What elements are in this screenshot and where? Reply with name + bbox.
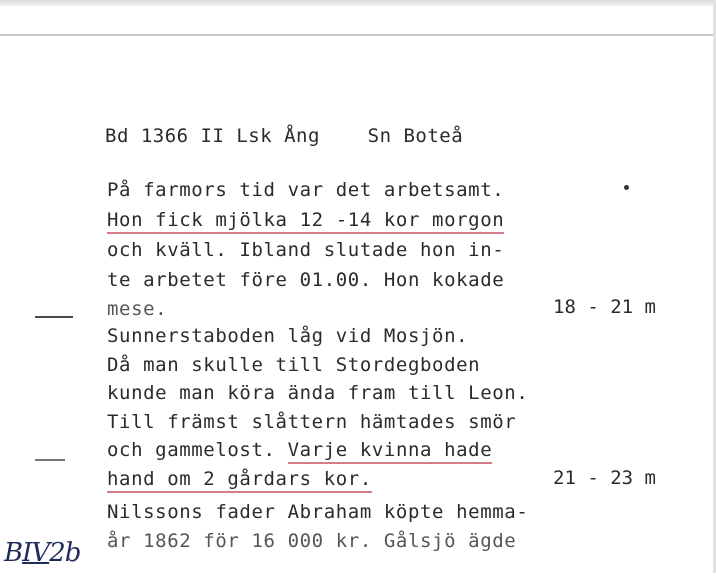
text-line <box>107 208 504 232</box>
text-line: Då man skulle till Stordegboden <box>107 354 481 376</box>
text-line: Sunnerstaboden låg vid Mosjön. <box>107 325 469 347</box>
text-line: år 1862 för 16 000 kr. Gålsjö ägde <box>107 530 517 552</box>
ink-dot <box>624 185 629 190</box>
text-line: kunde man köra ända fram till Leon. <box>107 382 529 404</box>
text-line: mese. <box>107 298 168 320</box>
cut-off-line <box>107 557 119 581</box>
margin-dash <box>35 316 73 318</box>
text-line: Nilssons fader Abraham köpte hemma- <box>107 501 529 523</box>
text-line: te arbetet före 01.00. Hon kokade <box>107 269 505 291</box>
underlined-text: Hon fick mjölka 12 -14 kor morgon <box>107 209 504 234</box>
margin-dash <box>35 459 65 461</box>
text-line: Till främst slåttern hämtades smör <box>107 411 517 433</box>
printed-rule <box>0 34 716 36</box>
underlined-text: Varje kvinna hade <box>288 439 493 464</box>
margin-reference: 21 - 23 m <box>553 467 656 489</box>
shelfmark-suffix: 2b <box>49 538 81 568</box>
line-text: och gammelost. <box>107 439 288 461</box>
shelfmark-roman: IV <box>22 538 50 568</box>
underlined-text: hand om 2 gårdars kor. <box>107 468 372 493</box>
handwritten-shelfmark <box>4 538 80 568</box>
text-line: På farmors tid var det arbetsamt. <box>107 179 505 201</box>
text-line: och kväll. Ibland slutade hon in- <box>107 239 505 261</box>
card-top-edge <box>0 0 716 6</box>
margin-reference: 18 - 21 m <box>553 296 656 318</box>
text-line <box>107 438 492 462</box>
archive-reference-header: Bd 1366 II Lsk Ång Sn Boteå <box>105 125 464 147</box>
shelfmark-prefix: B <box>4 538 23 568</box>
text-line <box>107 467 372 491</box>
